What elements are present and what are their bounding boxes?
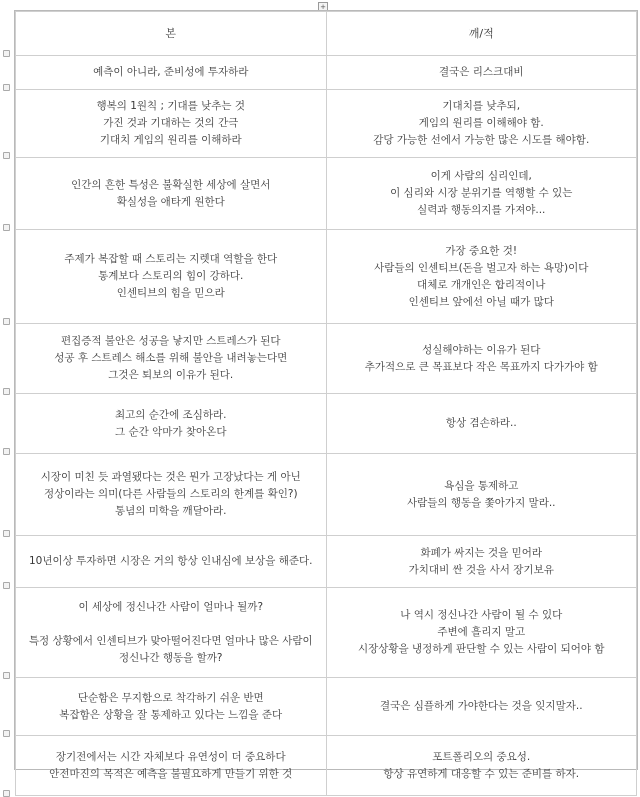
reflection-cell[interactable] (326, 454, 637, 536)
reflection-cell[interactable] (326, 678, 637, 736)
book-quote-cell[interactable] (16, 736, 327, 796)
header-reflection-column: 깨/적 (326, 12, 637, 56)
reflection-cell[interactable] (326, 158, 637, 230)
cell-line: 인간의 흔한 특성은 불확실한 세상에 살면서 (71, 178, 271, 191)
row-resize-marker[interactable] (3, 152, 10, 159)
book-quote-cell[interactable] (16, 90, 327, 158)
cell-line: 실력과 행동의지를 가져야... (417, 204, 546, 216)
book-quote-cell[interactable] (16, 588, 327, 678)
cell-line: 사람들의 행동을 쫓아가지 말라.. (406, 496, 556, 509)
cell-line: 10년이상 투자하면 시장은 거의 항상 인내심에 보상을 해준다. (29, 555, 313, 567)
table-row (16, 678, 637, 736)
cell-line: 그것은 퇴보의 이유가 된다. (108, 369, 234, 381)
table-row (16, 324, 637, 394)
table-row (16, 736, 637, 796)
table-row (16, 90, 637, 158)
cell-line: 항상 유연하게 대응할 수 있는 준비를 하자. (383, 767, 580, 780)
table-row (16, 158, 637, 230)
book-quote-cell[interactable] (16, 158, 327, 230)
row-resize-marker[interactable] (3, 582, 10, 589)
cell-line: 그 순간 악마가 찾아온다 (115, 425, 227, 438)
cell-line: 확실성을 애타게 원한다 (116, 195, 225, 208)
cell-line: 항상 겸손하라.. (445, 417, 517, 429)
cell-line: 감당 가능한 선에서 가능한 많은 시도를 해야함. (373, 134, 590, 146)
book-quote-cell[interactable] (16, 324, 327, 394)
cell-line: 나 역시 정신나간 사람이 될 수 있다 (400, 609, 563, 621)
reflection-cell[interactable] (326, 90, 637, 158)
row-resize-marker[interactable] (3, 84, 10, 91)
cell-line: 이게 사람의 심리인데, (430, 170, 532, 182)
cell-line (22, 616, 320, 633)
book-quote-cell[interactable] (16, 230, 327, 324)
cell-line: 행복의 1원칙 ; 기대를 낮추는 것 (96, 100, 246, 112)
cell-line: 이 심리와 시장 분위기를 역행할 수 있는 (390, 187, 573, 199)
cell-line: 주변에 흘리지 말고 (437, 626, 526, 638)
row-resize-marker[interactable] (3, 790, 10, 797)
row-marker-column (0, 0, 14, 772)
cell-line: 기대치를 낮추되, (442, 100, 521, 112)
reflection-cell[interactable] (326, 56, 637, 90)
cell-line: 포트폴리오의 중요성. (432, 750, 531, 763)
notes-table (15, 11, 637, 796)
row-resize-marker[interactable] (3, 224, 10, 231)
reflection-cell[interactable] (326, 536, 637, 588)
cell-line: 가장 중요한 것! (445, 244, 518, 257)
cell-line: 주제가 복잡할 때 스토리는 지렛대 역할을 한다 (64, 253, 278, 265)
table-row (16, 394, 637, 454)
cell-line: 성실해야하는 이유가 된다 (422, 343, 541, 356)
reflection-cell[interactable] (326, 588, 637, 678)
cell-line: 게임의 원리를 이해해야 함. (418, 117, 544, 129)
reflection-cell[interactable] (326, 394, 637, 454)
cell-line: 편집증적 불안은 성공을 낳지만 스트레스가 된다 (60, 335, 281, 347)
cell-line: 이 세상에 정신나간 사람이 얼마나 될까? (78, 600, 264, 613)
row-resize-marker[interactable] (3, 50, 10, 57)
cell-line: 통계보다 스토리의 힘이 강하다. (98, 270, 244, 282)
cell-line: 특정 상황에서 인센티브가 맞아떨어진다면 얼마나 많은 사람이 (28, 634, 313, 647)
cell-line: 정신나간 행동을 할까? (118, 651, 223, 664)
cell-line: 인센티브 앞에선 아닐 때가 많다 (408, 295, 554, 308)
cell-line: 욕심을 통제하고 (444, 479, 519, 492)
cell-line: 추가적으로 큰 목표보다 작은 목표까지 다가가야 함 (364, 360, 598, 373)
cell-line: 가진 것과 기대하는 것의 간극 (103, 117, 239, 129)
cell-line: 예측이 아니라, 준비성에 투자하라 (93, 66, 249, 78)
book-quote-cell[interactable] (16, 536, 327, 588)
table-row (16, 588, 637, 678)
cell-line: 장기전에서는 시간 자체보다 유연성이 더 중요하다 (55, 750, 286, 763)
table-row (16, 56, 637, 90)
book-quote-cell[interactable] (16, 678, 327, 736)
cell-line: 시장이 미친 듯 과열됐다는 것은 뭔가 고장났다는 게 아닌 (40, 471, 301, 483)
cell-line: 단순함은 무지함으로 착각하기 쉬운 반면 (77, 691, 264, 704)
row-resize-marker[interactable] (3, 388, 10, 395)
book-quote-cell[interactable] (16, 394, 327, 454)
reflection-cell[interactable] (326, 736, 637, 796)
cell-line: 정상이라는 의미(다른 사람들의 스토리의 한계를 확인?) (43, 488, 298, 500)
cell-line: 화폐가 싸지는 것을 믿어라 (420, 546, 543, 559)
reflection-cell[interactable] (326, 230, 637, 324)
cell-line: 시장상황을 냉정하게 판단할 수 있는 사람이 되어야 함 (357, 643, 605, 655)
cell-line: 대체로 개개인은 합리적이나 (417, 278, 546, 291)
table-row (16, 536, 637, 588)
cell-line: 통념의 미학을 깨달아라. (115, 505, 227, 517)
header-book-column: 본 (16, 12, 327, 56)
table-row (16, 454, 637, 536)
notes-table-container (14, 10, 638, 780)
table-header-row (16, 12, 637, 56)
row-resize-marker[interactable] (3, 730, 10, 737)
cell-line: 안전마진의 목적은 예측을 불필요하게 만들기 위한 것 (49, 767, 293, 780)
table-row (16, 230, 637, 324)
row-resize-marker[interactable] (3, 530, 10, 537)
cell-line: 가치대비 싼 것을 사서 장기보유 (408, 563, 554, 576)
cell-line: 성공 후 스트레스 해소를 위해 불안을 내려놓는다면 (54, 352, 288, 364)
cell-line: 인센티브의 힘을 믿으라 (116, 287, 225, 299)
book-quote-cell[interactable] (16, 56, 327, 90)
table-move-handle[interactable]: + (318, 2, 328, 12)
cell-line: 사람들의 인센티브(돈을 벌고자 하는 욕망)이다 (374, 261, 589, 274)
reflection-cell[interactable] (326, 324, 637, 394)
cell-line: 결국은 리스크대비 (439, 66, 524, 78)
row-resize-marker[interactable] (3, 448, 10, 455)
cell-line: 기대치 게임의 원리를 이해하라 (99, 134, 242, 146)
book-quote-cell[interactable] (16, 454, 327, 536)
cell-line: 복잡함은 상황을 잘 통제하고 있다는 느낌을 준다 (59, 708, 283, 721)
cell-line: 결국은 심플하게 가야한다는 것을 잊지말자.. (379, 700, 583, 712)
row-resize-marker[interactable] (3, 672, 10, 679)
cell-line: 최고의 순간에 조심하라. (115, 408, 227, 421)
row-resize-marker[interactable] (3, 318, 10, 325)
